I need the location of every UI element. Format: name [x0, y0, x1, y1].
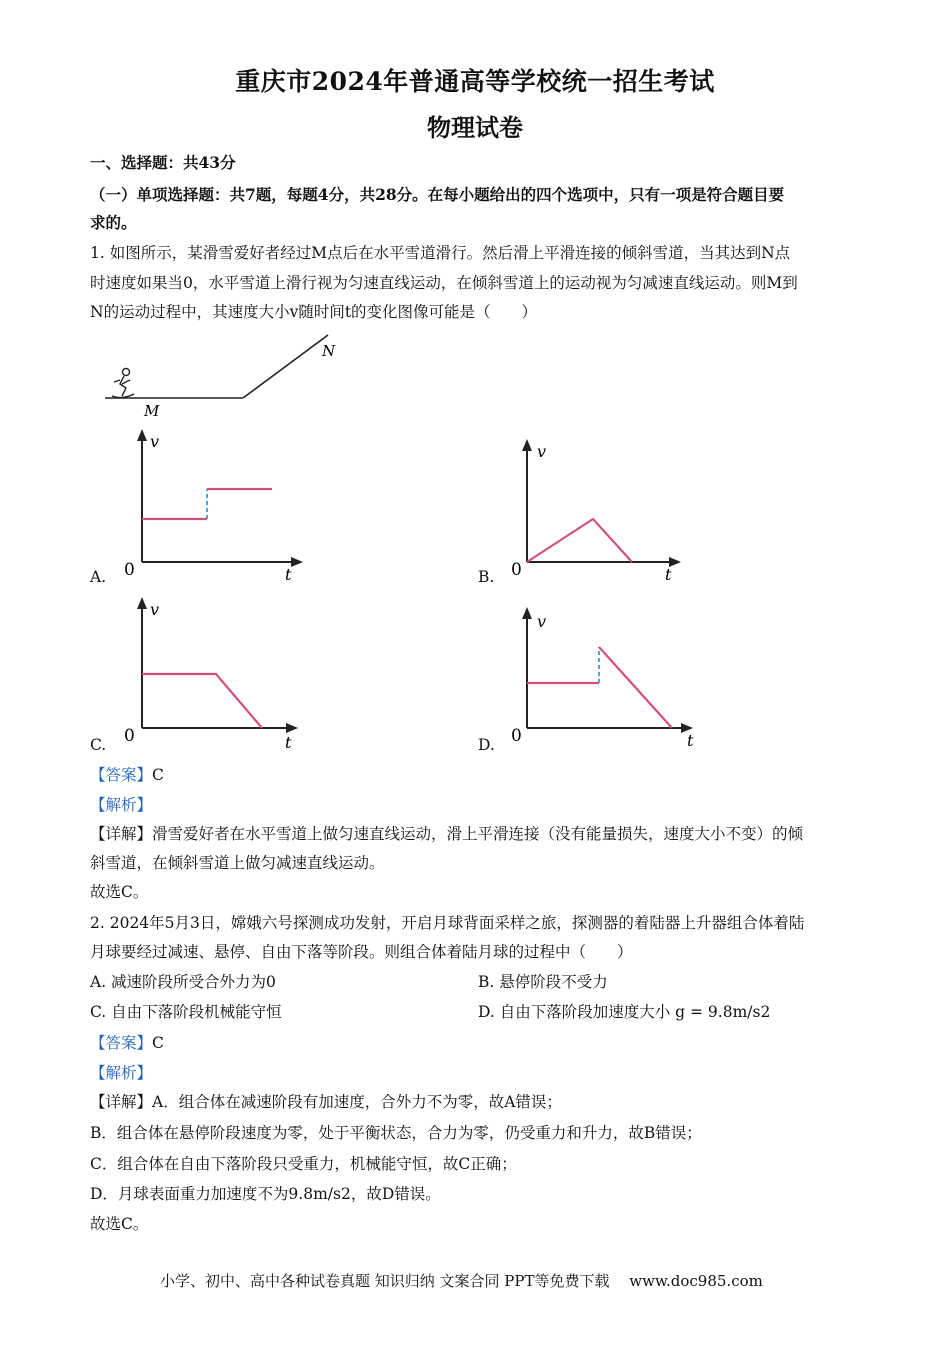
- q2-option-C: C. 自由下落阶段机械能守恒: [90, 1003, 282, 1021]
- axis-t-label: t: [687, 731, 694, 750]
- graph-D: [505, 603, 705, 753]
- q1-option-B: B.: [478, 568, 495, 586]
- exam-subtitle: 物理试卷: [427, 113, 523, 142]
- q1-detail-line1: [90, 824, 803, 844]
- q1-conclusion: 故选C。: [90, 883, 149, 901]
- answer-tag: 【答案】: [90, 766, 153, 784]
- axis-origin-label: 0: [511, 560, 522, 580]
- point-N-label: N: [322, 342, 336, 360]
- q2-option-D: D. 自由下落阶段加速度大小 g = 9.8m/s2: [478, 1003, 771, 1021]
- section-instructions-cont: 求的。: [90, 213, 137, 232]
- q1-stem-line3: N的运动过程中，其速度大小v随时间t的变化图像可能是（ ）: [90, 303, 538, 321]
- q2-answer: [90, 1033, 164, 1053]
- q1-stem-line1: 1. 如图所示，某滑雪爱好者经过M点后在水平雪道滑行。然后滑上平滑连接的倾斜雪道，当其达到N点: [90, 244, 791, 262]
- answer-value: C: [152, 766, 164, 784]
- q1-stem-line2: 时速度如果当0，水平雪道上滑行视为匀速直线运动，在倾斜雪道上的运动视为匀减速直线运动。则M到: [90, 274, 798, 292]
- q2-analysis-tag: 【解析】: [90, 1064, 153, 1082]
- q1-detail-line2: 斜雪道，在倾斜雪道上做匀减速直线运动。: [90, 854, 385, 872]
- graph-C: [115, 593, 315, 753]
- graph-B: [505, 435, 705, 585]
- axis-v-label: v: [537, 612, 547, 631]
- axis-v-label: v: [537, 442, 547, 461]
- q2-stem-line2: 月球要经过减速、悬停、自由下落等阶段。则组合体着陆月球的过程中（ ）: [90, 943, 633, 961]
- axis-origin-label: 0: [124, 560, 135, 580]
- q2-stem-line1: 2. 2024年5月3日，嫦娥六号探测成功发射，开启月球背面采样之旅，探测器的着陆器上升器组合体着陆: [90, 914, 805, 932]
- q2-conclusion: 故选C。: [90, 1215, 149, 1233]
- q2-detail-D: D．月球表面重力加速度不为9.8m/s2，故D错误。: [90, 1185, 441, 1203]
- section-instructions: （一）单项选择题：共7题，每题4分，共28分。在每小题给出的四个选项中，只有一项是符合题目要: [90, 185, 785, 204]
- section-heading: 一、选择题：共43分: [90, 153, 236, 172]
- ski-slope-figure: [100, 330, 350, 425]
- page-footer: 小学、初中、高中各种试卷真题 知识归纳 文案合同 PPT等免费下载 www.doc985.com: [160, 1272, 763, 1290]
- q2-detail-C: C．组合体在自由下落阶段只受重力，机械能守恒，故C正确；: [90, 1155, 517, 1173]
- detail-text: 滑雪爱好者在水平雪道上做匀速直线运动，滑上平滑连接（没有能量损失，速度大小不变）的倾: [152, 825, 804, 843]
- axis-t-label: t: [285, 565, 292, 584]
- q1-answer: [90, 765, 164, 785]
- answer-tag: 【答案】: [90, 1034, 153, 1052]
- graph-A: [115, 425, 315, 585]
- axis-v-label: v: [150, 600, 160, 619]
- axis-t-label: t: [665, 565, 672, 584]
- q2-detail-A: [90, 1092, 562, 1112]
- q2-option-A: A. 减速阶段所受合外力为0: [90, 973, 276, 991]
- point-M-label: M: [144, 402, 160, 420]
- axis-t-label: t: [285, 733, 292, 752]
- answer-value: C: [152, 1034, 164, 1052]
- detail-tag: 【详解】: [90, 825, 153, 843]
- q1-option-A: A.: [90, 568, 107, 586]
- detail-text: A．组合体在减速阶段有加速度，合外力不为零，故A错误；: [152, 1093, 562, 1111]
- axis-v-label: v: [150, 432, 160, 451]
- q2-detail-B: B．组合体在悬停阶段速度为零，处于平衡状态，合力为零，仍受重力和升力，故B错误；: [90, 1124, 702, 1142]
- skier-icon: [112, 369, 134, 398]
- q1-option-C: C.: [90, 736, 107, 754]
- q1-analysis-tag: 【解析】: [90, 796, 153, 814]
- q2-option-B: B. 悬停阶段不受力: [478, 973, 608, 991]
- axis-origin-label: 0: [124, 726, 135, 746]
- exam-title: 重庆市2024年普通高等学校统一招生考试: [235, 67, 715, 96]
- q1-option-D: D.: [478, 736, 495, 754]
- detail-tag: 【详解】: [90, 1093, 153, 1111]
- axis-origin-label: 0: [511, 726, 522, 746]
